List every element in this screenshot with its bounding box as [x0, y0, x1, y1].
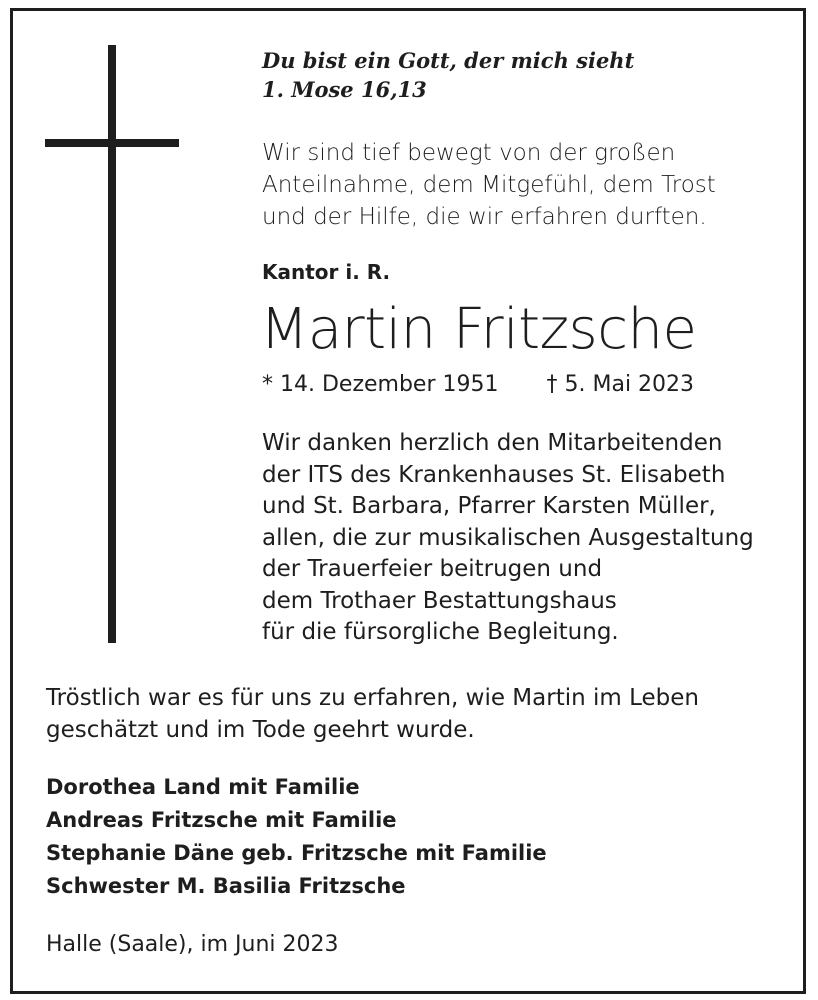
- comfort-paragraph: [46, 682, 699, 746]
- cross-vertical-beam: [108, 45, 116, 643]
- deceased-role: Kantor i. R.: [262, 260, 391, 284]
- life-dates: [262, 370, 694, 400]
- intro-line: und der Hilfe, die wir erfahren durften.: [262, 204, 707, 230]
- intro-line: Anteilnahme, dem Mitgefühl, dem Trost: [262, 172, 716, 198]
- bible-verse-quote: Du bist ein Gott, der mich sieht: [262, 48, 635, 73]
- comfort-line: Tröstlich war es für uns zu erfahren, wie Martin im Leben: [46, 685, 699, 711]
- thanks-paragraph: [262, 428, 754, 649]
- bible-verse-reference: 1. Mose 16,13: [262, 77, 427, 102]
- thanks-line: für die fürsorgliche Begleitung.: [262, 619, 619, 645]
- bible-verse: [262, 46, 634, 104]
- thanks-line: allen, die zur musikalischen Ausgestaltung: [262, 524, 754, 551]
- mourner-entry: Stephanie Däne geb. Fritzsche mit Familie: [46, 841, 547, 865]
- mourner-entry: Schwester M. Basilia Fritzsche: [46, 874, 406, 898]
- thanks-line: der ITS des Krankenhauses St. Elisabeth: [262, 461, 726, 488]
- thanks-line: Wir danken herzlich den Mitarbeitenden: [262, 430, 723, 456]
- mourner-entry: Dorothea Land mit Familie: [46, 775, 360, 799]
- mourner-entry: Andreas Fritzsche mit Familie: [46, 808, 397, 832]
- death-date: † 5. Mai 2023: [546, 372, 695, 397]
- birth-date: * 14. Dezember 1951: [262, 372, 499, 397]
- thanks-line: und St. Barbara, Pfarrer Karsten Müller,: [262, 493, 716, 519]
- mourners-list: [46, 771, 547, 903]
- comfort-line: geschätzt und im Tode geehrt wurde.: [46, 717, 475, 743]
- intro-paragraph: [262, 137, 716, 233]
- thanks-line: dem Trothaer Bestattungshaus: [262, 587, 617, 614]
- deceased-name: Martin Fritzsche: [260, 297, 697, 362]
- thanks-line: der Trauerfeier beitrugen und: [262, 556, 603, 582]
- intro-line: Wir sind tief bewegt von der großen: [262, 140, 676, 166]
- cross-horizontal-beam: [45, 139, 179, 147]
- place-and-date: Halle (Saale), im Juni 2023: [46, 932, 339, 957]
